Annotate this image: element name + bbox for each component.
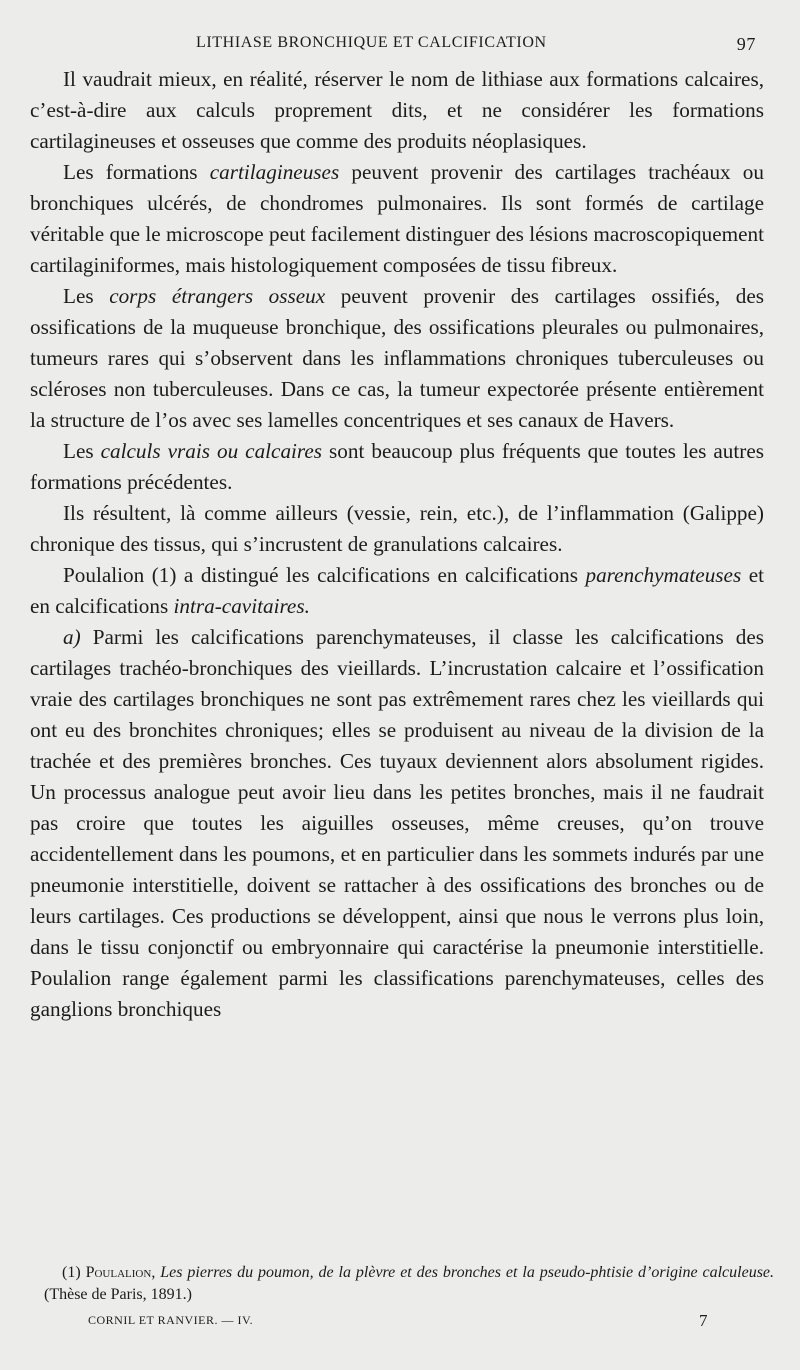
paragraph-4-text-end: sont beaucoup plus fréquents que toutes les autres formations précédentes. [30,439,764,494]
body-text [30,64,764,1025]
paragraph-1-text: Il vaudrait mieux, en réalité, réserver le nom de lithiase aux formations calcaires, c’est-à-dire aux calculs proprement dits, et ne considérer les formations cartilagineuses et osseuses que comme des produits néoplasiques. [30,67,764,153]
footnote-1 [44,1262,774,1306]
footnote-marker: (1) [62,1264,81,1281]
paragraph-6-text-start: Poulalion (1) a distingué les calcifications en calcifications [63,563,586,587]
paragraph-7-label: a) [63,625,81,649]
signature-text: CORNIL ET RANVIER. — IV. [88,1313,254,1327]
paragraph-6-text-mid: et en calcifications [30,563,764,618]
paragraph-4-text-start: Les [63,439,101,463]
printer-signature [88,1313,708,1328]
paragraph-3 [30,281,764,436]
paragraph-7 [30,622,764,1025]
paragraph-2-text-end: peuvent provenir des cartilages trachéaux ou bronchiques ulcérés, de chondromes pulmonaires. Ils sont formés de cartilage véritable que le microscope peut facilement distinguer des lésions macroscopiquement cartilaginiformes, mais histologiquement composées de tissu fibreux. [30,160,764,277]
paragraph-5 [30,498,764,560]
paragraph-2 [30,157,764,281]
paragraph-6 [30,560,764,622]
running-title: LITHIASE BRONCHIQUE ET CALCIFICATION [196,34,547,51]
footnote [44,1262,774,1306]
paragraph-5-text: Ils résultent, là comme ailleurs (vessie, rein, etc.), de l’inflammation (Galippe) chronique des tissus, qui s’incrustent de granulations calcaires. [30,501,764,556]
paragraph-2-emphasis: cartilagineuses [209,160,340,184]
paragraph-3-text-end: peuvent provenir des cartilages ossifiés, des ossifications de la muqueuse bronchique, des ossifications pleurales ou pulmonaires, tumeurs rares qui s’observent dans les inflammations chroniques tuberculeuses ou scléroses non tuberculeuses. Dans ce cas, la tumeur expectorée présente entièrement la structure de l’os avec ses lamelles concentriques et ses canaux de Havers. [30,284,765,432]
paragraph-4 [30,436,764,498]
paragraph-2-text-start: Les formations [63,160,210,184]
paragraph-7-text: Parmi les calcifications parenchymateuses, il classe les calcifications des cartilages trachéo-bronchiques des vieillards. L’incrustation calcaire et l’ossification vraie des cartilages bronchiques ne sont pas extrêmement rares chez les vieillards qui ont eu des bronchites chroniques; elles se produisent au niveau de la division de la trachée et des premières bronches. Ces tuyaux deviennent alors absolument rigides. Un processus analogue peut avoir lieu dans les petites bronches, mais il ne faudrait pas croire que toutes les aiguilles osseuses, même creuses, qu’on trouve accidentellement dans les poumons, et en particulier dans les sommets indurés par une pneumonie interstitielle, doivent se rattacher à des ossifications des bronches ou de leurs cartilages. Ces productions se développent, ainsi que nous le verrons plus loin, dans le tissu conjonctif ou embryonnaire qui caractérise la pneumonie interstitielle. Poulalion range également parmi les classifications parenchymateuses, celles des ganglions bronchiques [30,625,764,1021]
paragraph-1 [30,64,764,157]
footnote-citation: (Thèse de Paris, 1891.) [44,1286,192,1303]
footnote-title: Les pierres du poumon, de la plèvre et des bronches et la pseudo-phtisie d’origine calculeuse. [160,1264,775,1281]
page-number: 97 [736,34,756,54]
paragraph-3-text-start: Les [63,284,110,308]
footnote-author: Poulalion, [85,1264,156,1281]
paragraph-6-emphasis-2: intra-cavitaires. [173,594,310,618]
signature-number: 7 [699,1311,708,1330]
paragraph-3-emphasis: corps étrangers osseux [109,284,326,308]
paragraph-6-emphasis-1: parenchymateuses [585,563,742,587]
paragraph-4-emphasis: calculs vrais ou calcaires [100,439,323,463]
